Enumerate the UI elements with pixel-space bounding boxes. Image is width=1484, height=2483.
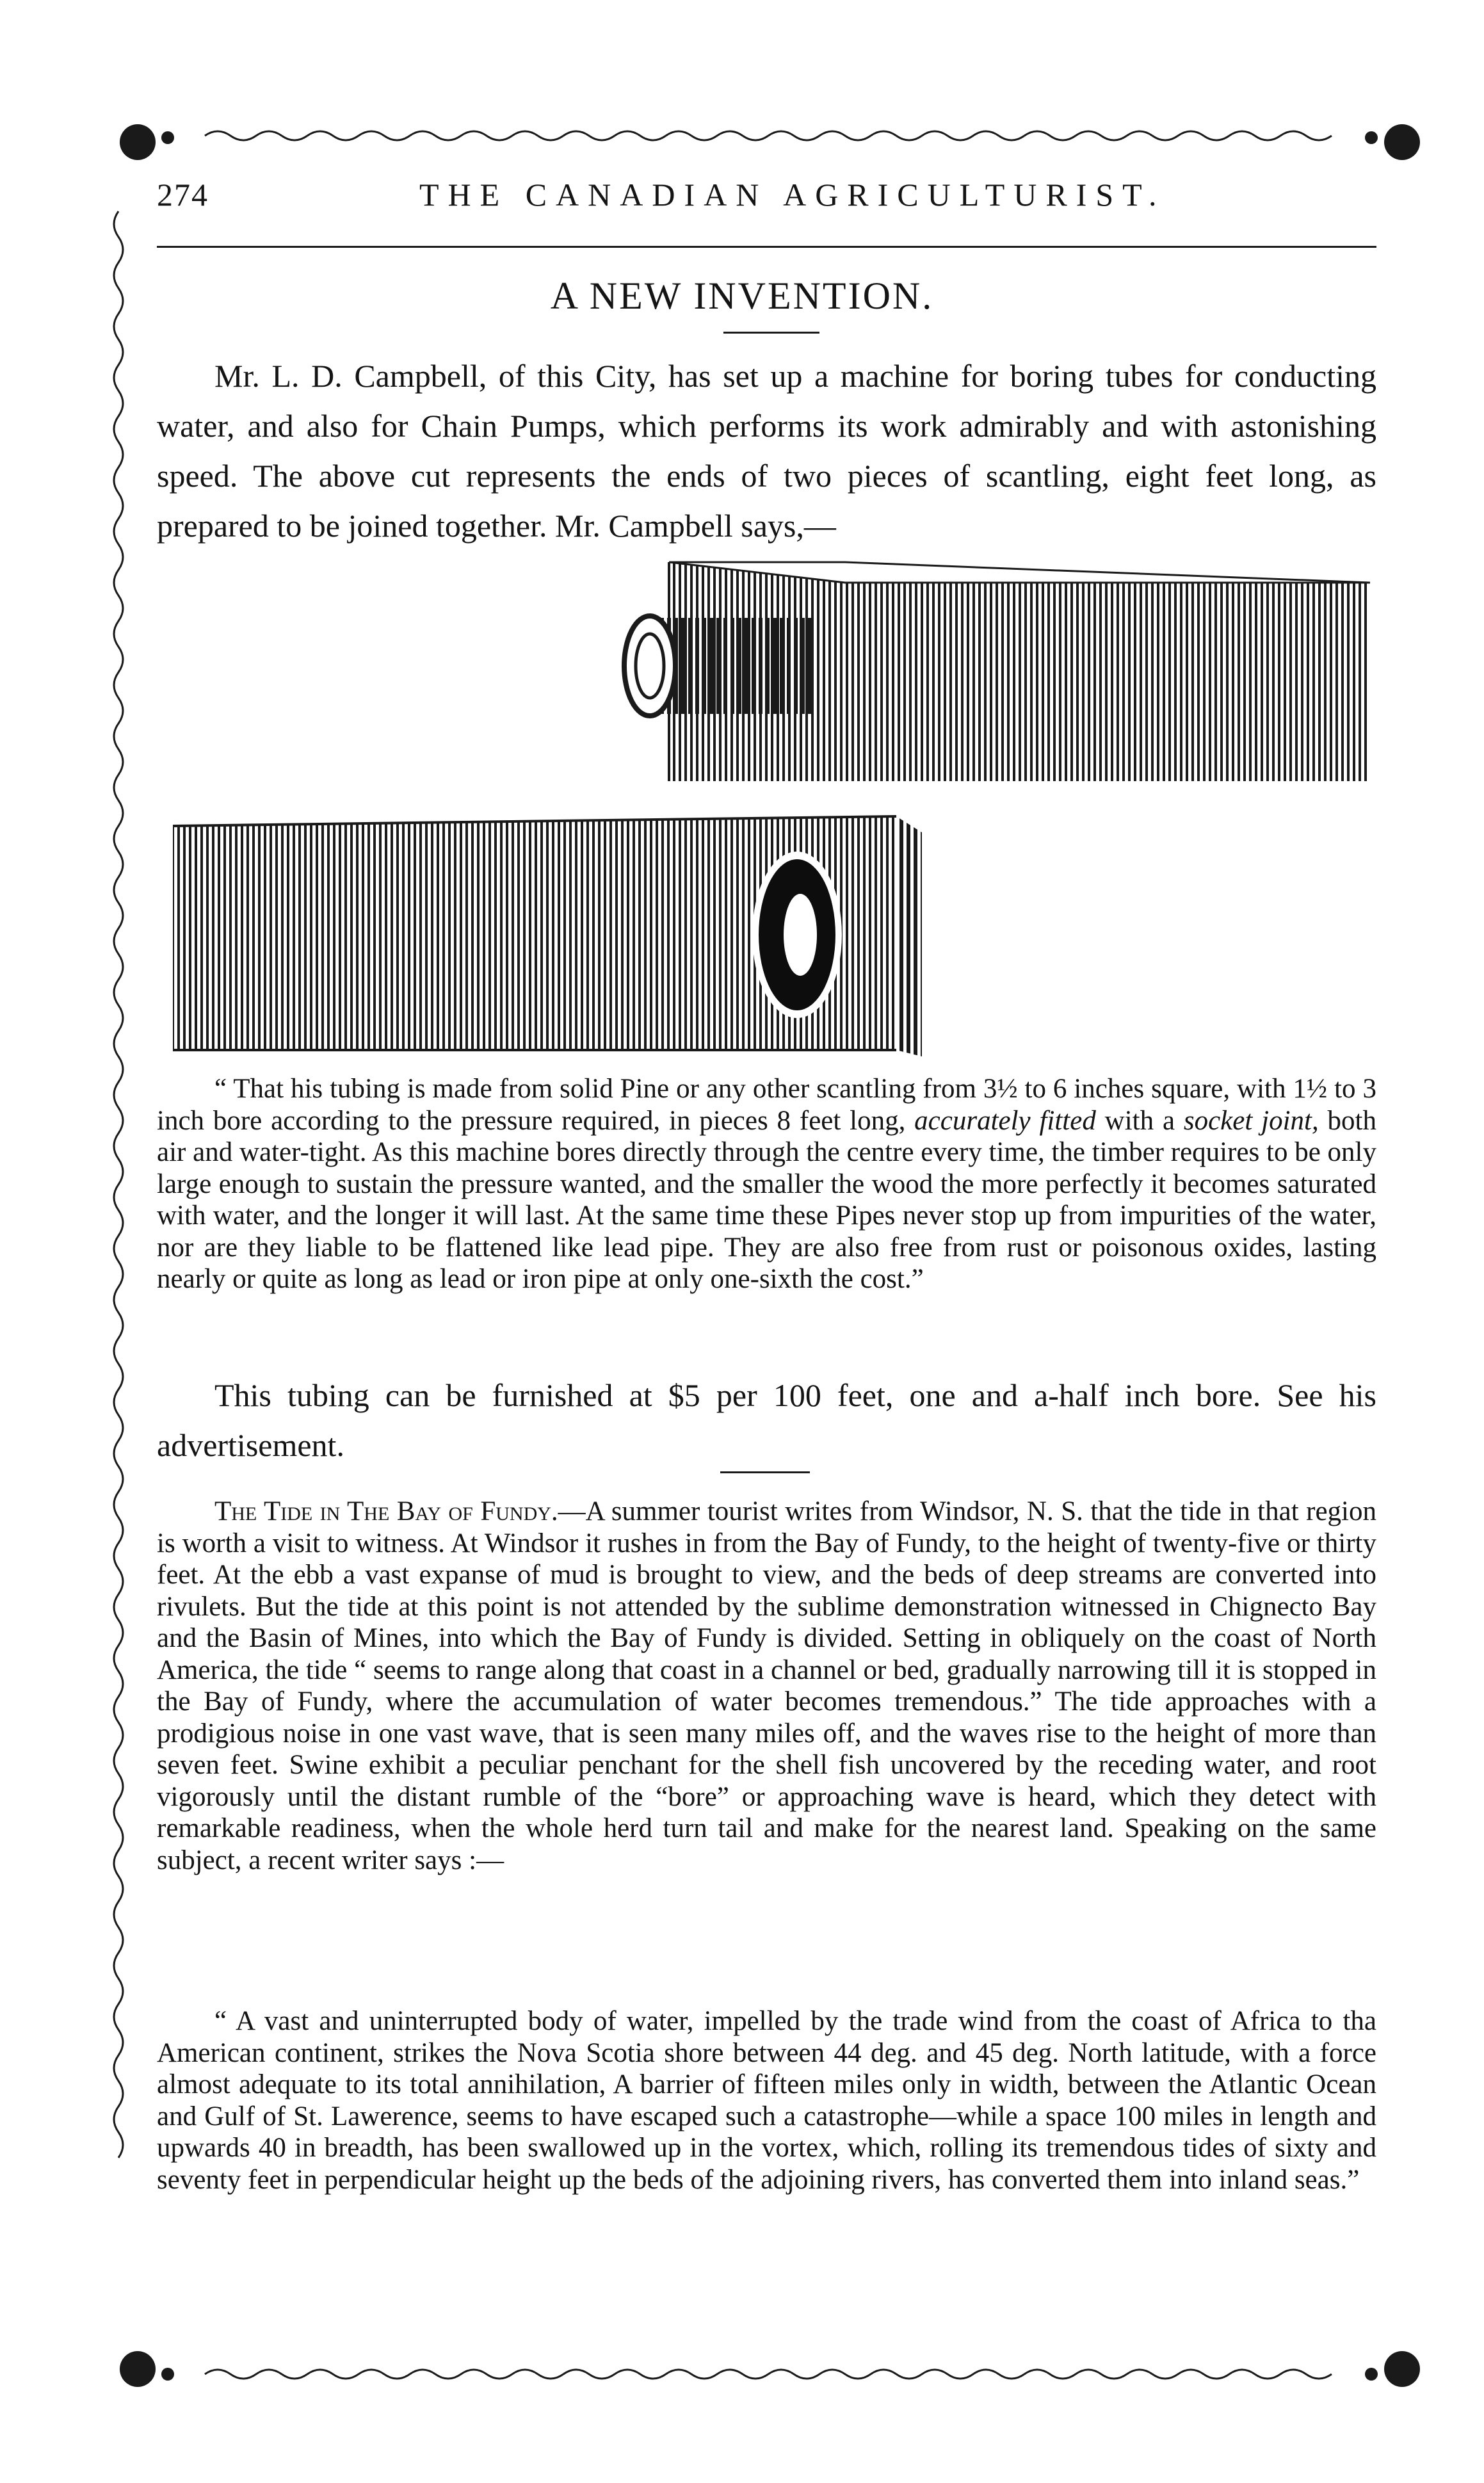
- tide-article: [157, 1496, 1376, 1876]
- scantling-illustration: [160, 551, 1376, 1063]
- quote-part-2: both air and water-tight. As this machine bores directly through the centre every time, the timber requires to be only large enough to sustain the pressure wanted, and the smaller the wood the more perfectly it becomes saturated with water, and the longer it will last. At the same time these Pipes never stop up from impurities of the water, nor are they liable to be flattened like lead pipe. They are also free from rust or poisonous oxides, lasting nearly or quite as long as lead or iron pipe at only one-sixth the cost.”: [157, 1105, 1376, 1294]
- campbell-quote: [157, 1073, 1376, 1295]
- quote-emphasis-2: socket joint,: [1183, 1105, 1319, 1136]
- header-rule: [157, 246, 1376, 248]
- page-number: 274: [157, 177, 209, 213]
- quote-connector: with a: [1104, 1105, 1175, 1136]
- scantling-top-piece: [624, 562, 1370, 781]
- article-closing: This tubing can be furnished at $5 per 100 feet, one and a-half inch bore. See his advertisement.: [157, 1377, 1376, 1463]
- tide-article-heading: The Tide in The Bay of Fundy.: [214, 1496, 558, 1526]
- title-underline: [723, 332, 819, 334]
- quote-emphasis-1: accurately fitted: [914, 1105, 1096, 1136]
- scantling-bottom-piece: [173, 816, 922, 1056]
- tide-article-body: —A summer tourist writes from Windsor, N. S. that the tide in that region is worth a visit to witness. At Windsor it rushes in from the Bay of Fundy, to the height of twenty-five or thirty feet. At the ebb a vast expanse of mud is brought to view, and the beds of deep streams are converted into rivulets. But the tide at this point is not attended by the sublime demonstration witnessed in Chignecto Bay and the Basin of Mines, into which the Bay of Fundy is divided. Setting in obliquely on the coast of North America, the tide “ seems to range along that coast in a channel or bed, gradually narrowing till it is stopped in the Bay of Fundy, where the accumulation of water becomes tremendous.” The tide approaches with a prodigious noise in one vast wave, that is seen many miles off, and the waves rise to the height of more than seven feet. Swine exhibit a peculiar penchant for the shell fish uncovered by the receding water, and root vigorously until the distant rumble of the “bore” or approaching wave is heard, which they detect with remarkable readiness, when the whole herd turn tail and make for the nearest land. Speaking on the same subject, a recent writer says :—: [157, 1496, 1376, 1875]
- journal-title: THE CANADIAN AGRICULTURIST.: [419, 177, 1166, 213]
- article-title: A NEW INVENTION.: [550, 275, 934, 317]
- article-intro: Mr. L. D. Campbell, of this City, has set up a machine for boring tubes for conducting water, and also for Chain Pumps, which performs its work admirably and with astonishing speed. The above cut represents the ends of two pieces of scantling, eight feet long, as prepared to be joined together. Mr. Campbell says,—: [157, 358, 1376, 544]
- section-separator: [720, 1471, 810, 1473]
- quote-part-1: “ That his tubing is made from solid Pine or any other scantling from 3½ to 6 inches square, with 1½ to 3 inch bore according to the pressure required, in pieces 8 feet long,: [157, 1074, 1376, 1136]
- tide-article-quote: “ A vast and uninterrupted body of water, impelled by the trade wind from the coast of Africa to tha American continent, strikes the Nova Scotia shore between 44 deg. and 45 deg. North latitude, with a force almost adequate to its total annihilation, A barrier of fifteen miles only in width, between the Atlantic Ocean and Gulf of St. Lawerence, seems to have escaped such a catastrophe—while a space 100 miles in length and upwards 40 in breadth, has been swallowed up in the vortex, which, rolling its tremendous tides of sixty and seventy feet in perpendicular height up the beds of the adjoining rivers, has converted them into inland seas.”: [157, 2006, 1376, 2195]
